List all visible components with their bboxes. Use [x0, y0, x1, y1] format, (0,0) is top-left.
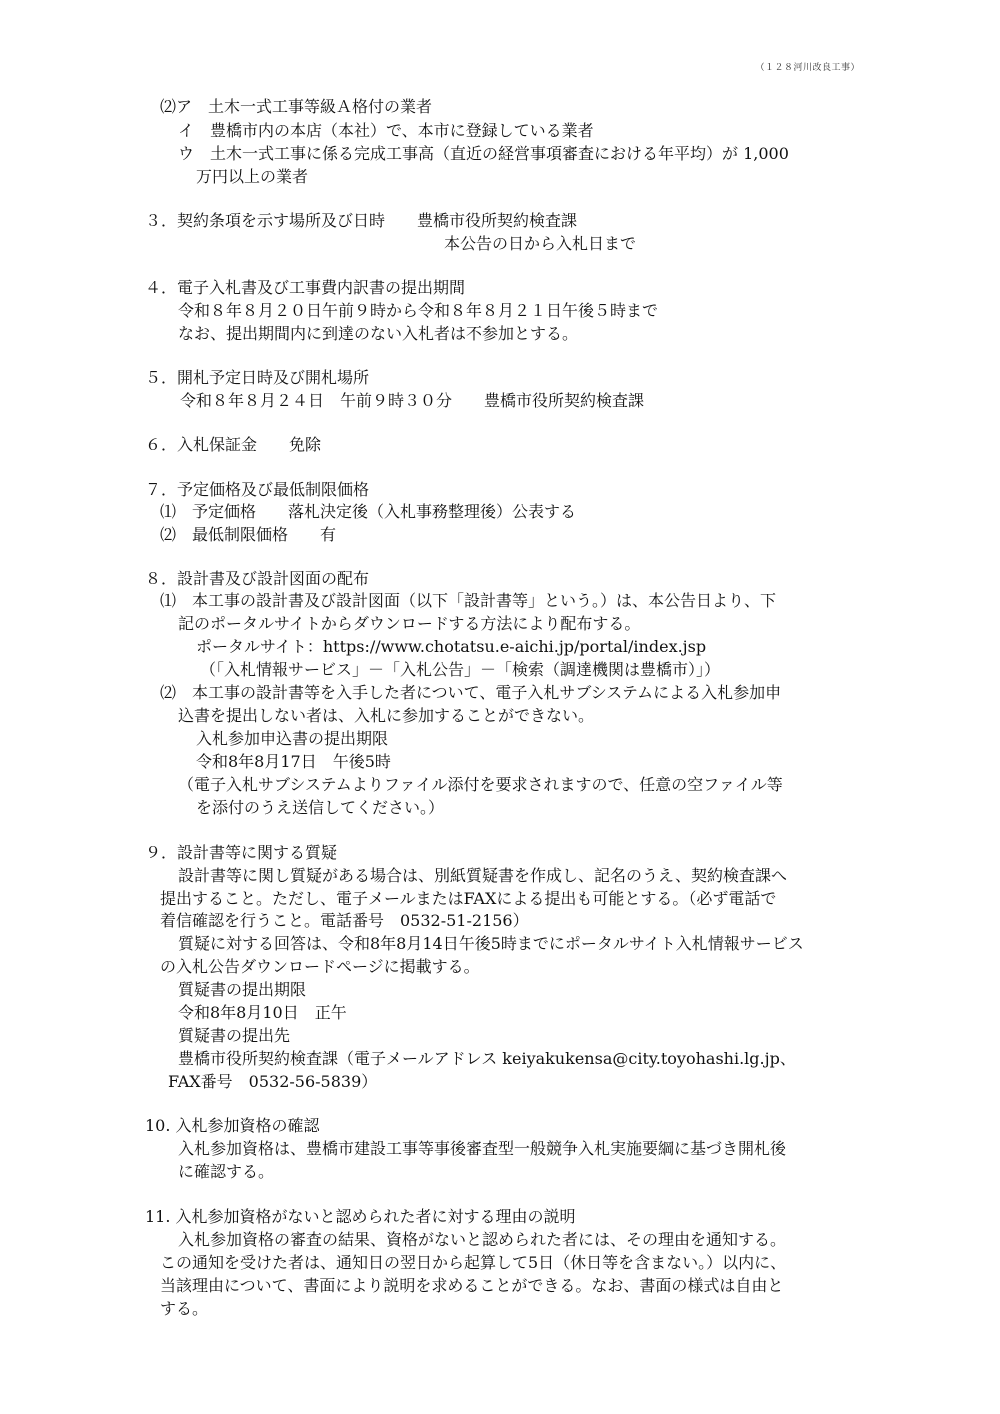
- section-4-line2: なお、提出期間内に到達のない入札者は不参加とする。: [178, 324, 579, 343]
- section-8-item2-line2: 込書を提出しない者は、入札に参加することができない。: [178, 706, 595, 725]
- section-7-item1: ⑴ 予定価格 落札決定後（入札事務整理後）公表する: [160, 502, 577, 521]
- portal-site-path: （「入札情報サービス」－「入札公告」－「検索（調達機関は豊橋市）」）: [200, 660, 721, 679]
- portal-site-url: ポータルサイト：https://www.chotatsu.e-aichi.jp/portal/index.jsp: [196, 637, 707, 656]
- section-5-heading: ５．開札予定日時及び開札場所: [145, 368, 370, 387]
- section-8-heading: ８．設計書及び設計図面の配布: [145, 569, 370, 588]
- section-8-item1-line1: ⑴ 本工事の設計書及び設計図面（以下「設計書等」という。）は、本公告日より、下: [160, 591, 777, 610]
- question-deadline-date: 令和8年8月10日 正午: [178, 1003, 347, 1022]
- section-8-note-line2: を添付のうえ送信してください。）: [196, 798, 445, 817]
- section-4-heading: ４．電子入札書及び工事費内訳書の提出期間: [145, 278, 466, 297]
- section-10-line2: に確認する。: [178, 1162, 275, 1181]
- s2-item-i: イ 豊橋市内の本店（本社）で、本市に登録している業者: [178, 121, 594, 140]
- section-8-note-line1: （電子入札サブシステムよりファイル添付を要求されますので、任意の空ファイル等: [178, 775, 783, 794]
- section-10-line1: 入札参加資格は、豊橋市建設工事等事後審査型一般競争入札実施要綱に基づき開札後: [178, 1139, 787, 1158]
- section-4-line1: 令和８年８月２０日午前９時から令和８年８月２１日午後５時まで: [178, 301, 659, 320]
- section-11-line3: 当該理由について、書面により説明を求めることができる。なお、書面の様式は自由と: [160, 1276, 784, 1295]
- section-10-heading: 10. 入札参加資格の確認: [145, 1116, 320, 1135]
- s2-item-a: ⑵ア 土木一式工事等級Ａ格付の業者: [160, 97, 433, 116]
- section-11-line1: 入札参加資格の審査の結果、資格がないと認められた者には、その理由を通知する。: [178, 1230, 787, 1249]
- section-6-heading: ６．入札保証金 免除: [145, 435, 322, 454]
- section-8-item2-line1: ⑵ 本工事の設計書等を入手した者について、電子入札サブシステムによる入札参加申: [160, 683, 782, 702]
- section-11-heading: 11. 入札参加資格がないと認められた者に対する理由の説明: [145, 1207, 576, 1226]
- section-9-line4: 質疑に対する回答は、令和8年8月14日午後5時までにポータルサイト入札情報サービス: [178, 934, 804, 953]
- section-3-line2: 本公告の日から入札日まで: [444, 234, 637, 253]
- section-7-heading: ７．予定価格及び最低制限価格: [145, 480, 370, 499]
- section-11-line4: する。: [160, 1299, 209, 1318]
- section-11-line2: この通知を受けた者は、通知日の翌日から起算して5日（休日等を含まない。）以内に、: [160, 1253, 787, 1272]
- section-9-line1: 設計書等に関し質疑がある場合は、別紙質疑書を作成し、記名のうえ、契約検査課へ: [178, 866, 787, 885]
- section-9-line5: の入札公告ダウンロードページに掲載する。: [160, 957, 480, 976]
- question-destination-email: 豊橋市役所契約検査課（電子メールアドレス keiyakukensa@city.toyohashi.lg.jp、: [178, 1049, 796, 1068]
- s2-item-u-line2: 万円以上の業者: [196, 167, 309, 186]
- section-5-line1: 令和８年８月２４日 午前９時３０分 豊橋市役所契約検査課: [180, 391, 645, 410]
- section-3-heading: ３．契約条項を示す場所及び日時 豊橋市役所契約検査課: [145, 211, 578, 230]
- section-9-line3: 着信確認を行うこと。電話番号 0532-51-2156）: [160, 911, 529, 930]
- s2-item-u-line1: ウ 土木一式工事に係る完成工事高（直近の経営事項審査における年平均）が 1,000: [178, 144, 789, 163]
- application-deadline-date: 令和8年8月17日 午後5時: [196, 752, 391, 771]
- section-9-line2: 提出すること。ただし、電子メールまたはFAXによる提出も可能とする。（必ず電話で: [160, 889, 777, 908]
- header-tag: （１２８河川改良工事）: [755, 63, 860, 73]
- question-deadline-label: 質疑書の提出期限: [178, 980, 307, 999]
- section-7-item2: ⑵ 最低制限価格 有: [160, 525, 337, 544]
- section-8-item1-line2: 記のポータルサイトからダウンロードする方法により配布する。: [178, 614, 641, 633]
- section-9-heading: ９．設計書等に関する質疑: [145, 843, 338, 862]
- question-destination-label: 質疑書の提出先: [178, 1026, 291, 1045]
- question-destination-fax: FAX番号 0532-56-5839）: [168, 1072, 378, 1091]
- application-deadline-label: 入札参加申込書の提出期限: [196, 729, 389, 748]
